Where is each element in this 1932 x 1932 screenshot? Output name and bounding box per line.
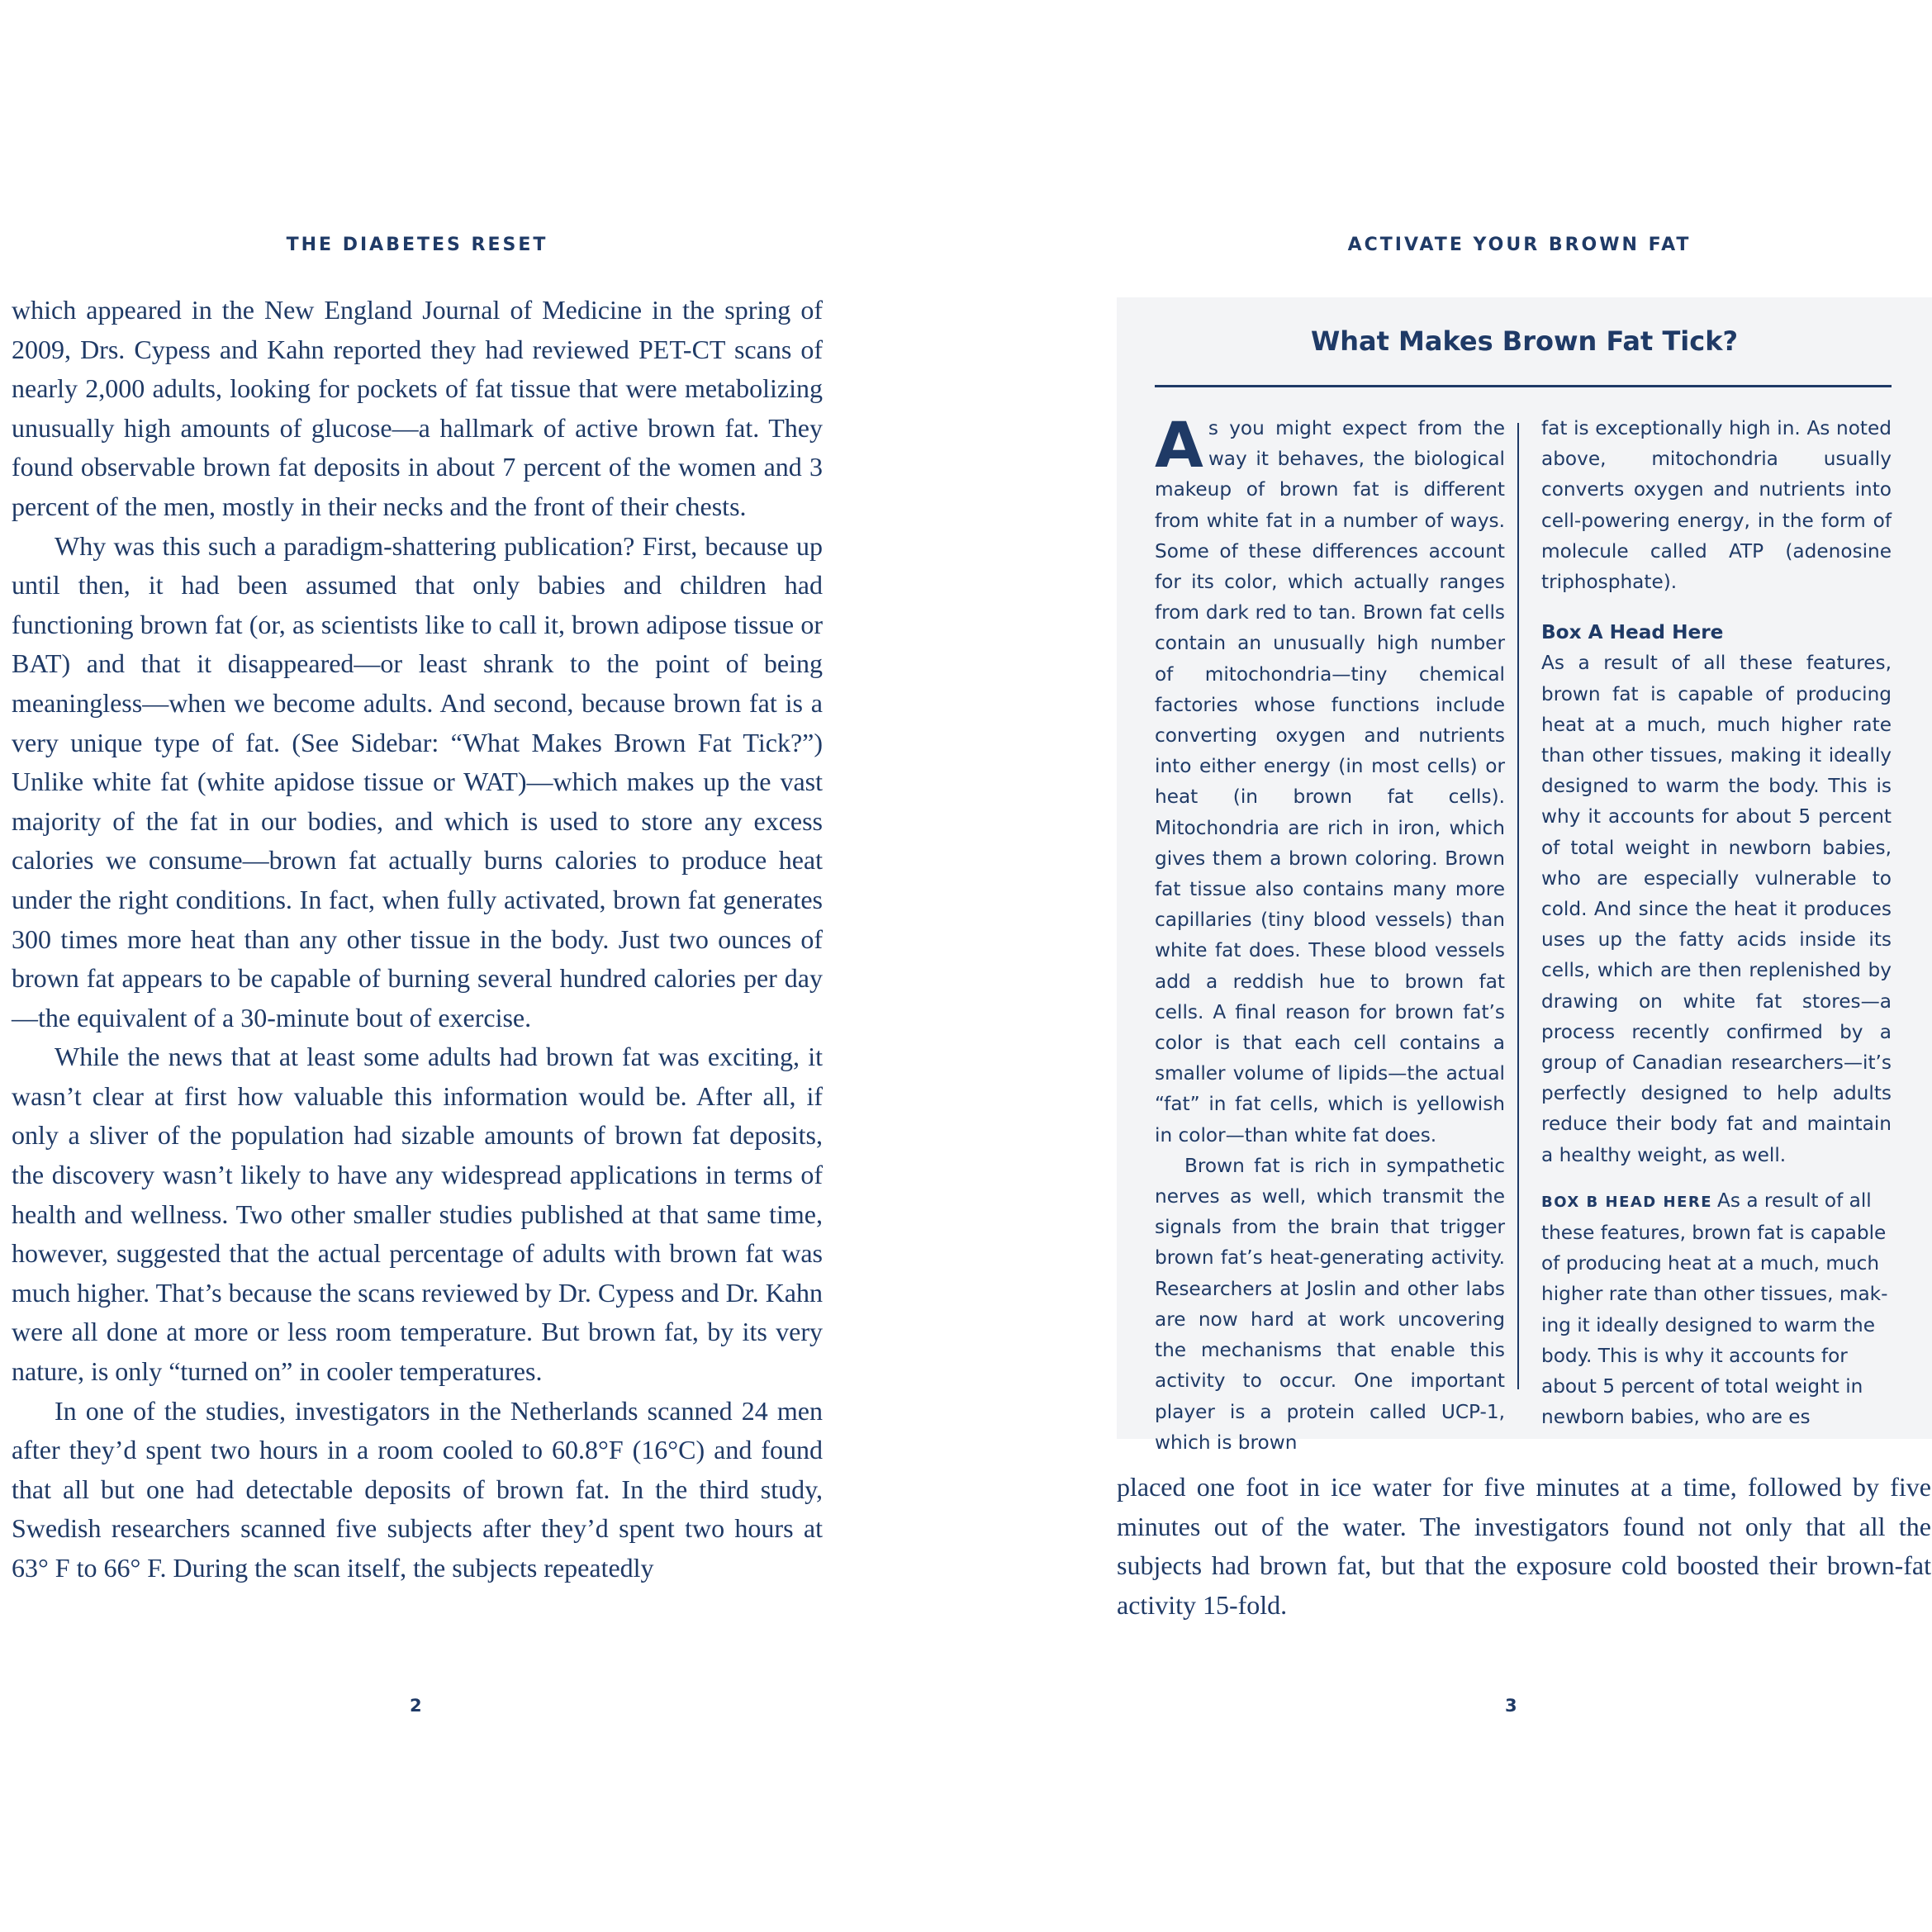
left-body-text [12,291,823,1588]
box-b-text: As a result of all these features, brown fat is capable of producing heat at a much, much higher rate than other tissues, making it ideally designed to warm the body. This is why it accounts for about 5 percent of total weight in newborn babies, who are es [1541,1189,1888,1429]
right-body-text [1117,1468,1931,1625]
box-b-paragraph [1541,1185,1892,1433]
sidebar-title-rule [1155,385,1892,387]
box-a-text: As a result of all these features, brown fat is capable of producing heat at a much, much higher rate than other tissues, making it ideally designed to warm the body. This is why it accounts for about 5 percent of total weight in newborn babies, who are especially vulnerable to cold. And since the heat it produces uses up the fatty acids inside its cells, which are then replenished by drawing on white fat stores—a process recently confirmed by a group of Canadian researchers—it’s perfectly designed to help adults reduce their body fat and maintain a healthy weight, as well. [1541,652,1892,1166]
sidebar-paragraph-text: s you might expect from the way it behaves, the biological makeup of brown fat is different from white fat in a number of ways. Some of these differences account for its color, which actually ranges from dark red to tan. Brown fat cells contain an unusually high number of mitochondria—tiny chemical factories whose functions include converting oxygen and nutrients into either energy (in most cells) or heat (in brown fat cells). Mitochondria are rich in iron, which gives them a brown coloring. Brown fat tissue also contains many more capillaries (tiny blood vessels) than white fat does. These blood vessels add a reddish hue to brown fat cells. A final reason for brown fat’s color is that each cell contains a smaller volume of lipids—the actual “fat” in fat cells, which is yellowish in color—than white fat does. [1155,417,1505,1146]
box-a-heading: Box A Head Here [1541,621,1724,644]
body-paragraph: While the news that at least some adults had brown fat was exciting, it wasn’t clear at first how valuable this information would be. After all, if only a sliver of the population had sizable amounts of brown fat deposits, the discovery wasn’t likely to have any widespread applications in terms of health and wellness. Two other smaller studies published at that same time, however, suggested that the actual percentage of adults with brown fat was much higher. That’s because the scans reviewed by Dr. Cypess and Dr. Kahn were all done at more or less room temperature. But brown fat, by its very nature, is only “turned on” in cooler temperatures. [12,1042,823,1387]
body-paragraph: placed one foot in ice water for five minutes at a time, followed by five minutes out of the water. The investigators found not only that all the subjects had brown fat, but that the exposure cold boosted their brown-fat activity 15-fold. [1117,1472,1931,1620]
right-page [1107,0,1932,1932]
body-paragraph: In one of the studies, investigators in the Netherlands scanned 24 men after they’d spent two hours in a room cooled to 60.8°F (16°C) and found that all but one had detectable deposits of brown fat. In the third study, Swedish researchers scanned five subjects after they’d spent two hours at 63° F to 66° F. During the scan itself, the subjects repeatedly [12,1395,823,1583]
running-head-right: ACTIVATE YOUR BROWN FAT [1347,235,1692,255]
sidebar-column-left [1155,408,1505,1458]
sidebar-column-divider [1517,423,1519,1389]
body-paragraph: which appeared in the New England Journal of Medicine in the spring of 2009, Drs. Cypess and Kahn reported they had reviewed PET-CT scans of nearly 2,000 adults, looking for pockets of fat tissue that were metabolizing unusually high amounts of glucose—a hallmark of active brown fat. They found observable brown fat deposits in about 7 percent of the women and 3 percent of the men, mostly in their necks and the front of their chests. [12,295,823,521]
body-paragraph: Why was this such a paradigm-shattering publication? First, because up until then, it had been assumed that only babies and children had functioning brown fat (or, as scientists like to call it, brown adipose tissue or BAT) and that it disappeared—or least shrank to the point of being meaningless—when we become adults. And second, because brown fat is a very unique type of fat. (See Sidebar: “What Makes Brown Fat Tick?”) Unlike white fat (white apidose tissue or WAT)—which makes up the vast majority of the fat in our bodies, and which is used to store any excess calories we consume—brown fat actually burns calories to produce heat under the right conditions. In fact, when fully activated, brown fat generates 300 times more heat than any other tissue in the body. Just two ounces of brown fat appears to be capable of burning several hundred calories per day—the equivalent of a 30-minute bout of exercise. [12,530,823,1032]
sidebar-box [1117,297,1932,1454]
page-number-left: 2 [410,1696,422,1716]
running-head-left: THE DIABETES RESET [286,235,548,255]
sidebar-title: What Makes Brown Fat Tick? [1310,325,1739,357]
sidebar-column-right [1541,413,1892,1433]
sidebar-paragraph: fat is exceptionally high in. As noted above, mitochondria usually converts oxygen and nutrients into cell-powering energy, in the form of molecule called ATP (adenosine triphosphate). [1541,417,1892,594]
left-page [0,0,859,1932]
box-b-heading: BOX B HEAD HERE [1541,1193,1713,1211]
sidebar-paragraph [1155,408,1505,1151]
sidebar-paragraph: Brown fat is rich in sympathetic nerves as well, which transmit the signals from the brain that trigger brown fat’s heat-generating activity. Researchers at Joslin and other labs are now hard at work uncovering the mechanisms that enable this activity to occur. One important player is a protein called UCP-1, which is brown [1155,1154,1505,1454]
drop-cap: A [1155,408,1203,482]
page-number-right: 3 [1505,1696,1517,1716]
